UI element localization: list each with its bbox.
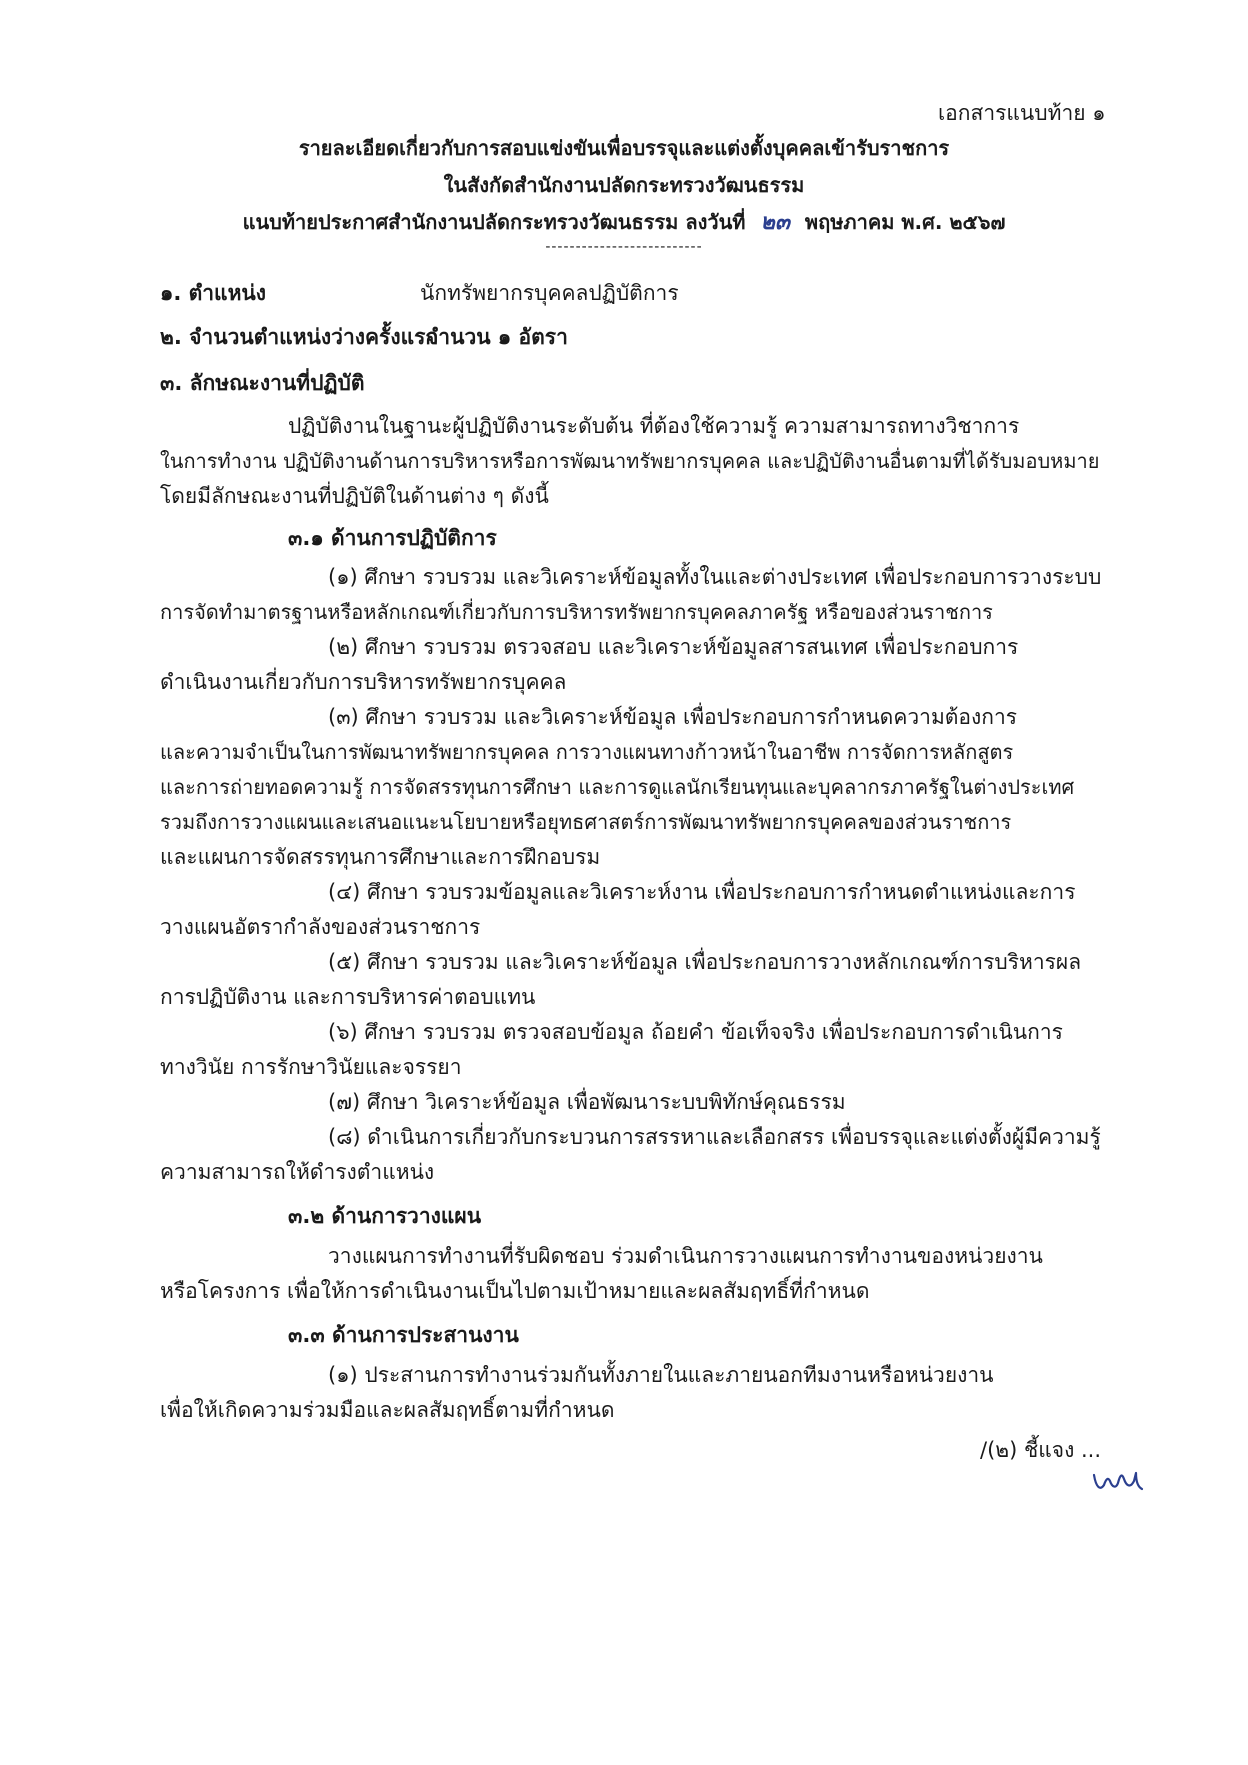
section-3-2-heading: ๓.๒ ด้านการวางแผน xyxy=(288,1204,482,1228)
section-3-3-heading: ๓.๓ ด้านการประสานงาน xyxy=(288,1323,519,1347)
section-1-value: นักทรัพยากรบุคคลปฏิบัติการ xyxy=(420,281,679,305)
section-3-label: ๓. ลักษณะงานที่ปฏิบัติ xyxy=(160,371,365,395)
title-line-3-prefix: แนบท้ายประกาศสำนักงานปลัดกระทรวงวัฒนธรรม ลงวันที่ xyxy=(242,210,746,234)
continuation-note: /(๒) ชี้แจง ... xyxy=(980,1438,1102,1462)
section-2-value: จำนวน ๑ อัตรา xyxy=(426,325,568,349)
section-3-1-line: ทางวินัย การรักษาวินัยและจรรยา xyxy=(160,1055,462,1079)
section-3-1-line: ดำเนินงานเกี่ยวกับการบริหารทรัพยากรบุคคล xyxy=(160,670,567,694)
section-3-1-line: และการถ่ายทอดความรู้ การจัดสรรทุนการศึกษา และการดูแลนักเรียนทุนและบุคลากรภาครัฐในต่างประเทศ xyxy=(160,775,1075,799)
section-3-1-line: การจัดทำมาตรฐานหรือหลักเกณฑ์เกี่ยวกับการบริหารทรัพยากรบุคคลภาครัฐ หรือของส่วนราชการ xyxy=(160,600,993,624)
section-3-3-line: (๑) ประสานการทำงานร่วมกันทั้งภายในและภายนอกทีมงานหรือหน่วยงาน xyxy=(328,1363,994,1387)
attachment-label: เอกสารแนบท้าย ๑ xyxy=(938,101,1106,125)
section-3-1-line: (๘) ดำเนินการเกี่ยวกับกระบวนการสรรหาและเลือกสรร เพื่อบรรจุและแต่งตั้งผู้มีความรู้ xyxy=(328,1125,1101,1149)
title-line-1: รายละเอียดเกี่ยวกับการสอบแข่งขันเพื่อบรรจุและแต่งตั้งบุคคลเข้ารับราชการ xyxy=(298,136,950,160)
section-2-label: ๒. จำนวนตำแหน่งว่างครั้งแรก xyxy=(160,325,439,349)
section-3-2-line: วางแผนการทำงานที่รับผิดชอบ ร่วมดำเนินการวางแผนการทำงานของหน่วยงาน xyxy=(328,1244,1043,1268)
section-1-label: ๑. ตำแหน่ง xyxy=(160,281,267,305)
section-3-1-line: และแผนการจัดสรรทุนการศึกษาและการฝึกอบรม xyxy=(160,845,601,869)
section-3-1-line: (๔) ศึกษา รวบรวมข้อมูลและวิเคราะห์งาน เพื่อประกอบการกำหนดตำแหน่งและการ xyxy=(328,880,1076,904)
section-3-1-line: (๗) ศึกษา วิเคราะห์ข้อมูล เพื่อพัฒนาระบบพิทักษ์คุณธรรม xyxy=(328,1090,846,1114)
section-3-1-line: (๑) ศึกษา รวบรวม และวิเคราะห์ข้อมูลทั้งในและต่างประเทศ เพื่อประกอบการวางระบบ xyxy=(328,565,1102,589)
section-3-1-line: ความสามารถให้ดำรงตำแหน่ง xyxy=(160,1160,435,1184)
section-3-intro-line: ในการทำงาน ปฏิบัติงานด้านการบริหารหรือการพัฒนาทรัพยากรบุคคล และปฏิบัติงานอื่นตามที่ได้รับมอบหมาย xyxy=(160,449,1100,473)
section-3-1-heading: ๓.๑ ด้านการปฏิบัติการ xyxy=(288,526,497,550)
section-3-intro-line: ปฏิบัติงานในฐานะผู้ปฏิบัติงานระดับต้น ที่ต้องใช้ความรู้ ความสามารถทางวิชาการ xyxy=(288,414,1020,438)
handwritten-day: ๒๓ xyxy=(760,209,790,235)
section-3-1-line: (๖) ศึกษา รวบรวม ตรวจสอบข้อมูล ถ้อยคำ ข้อเท็จจริง เพื่อประกอบการดำเนินการ xyxy=(328,1020,1063,1044)
handwritten-initials xyxy=(1090,1467,1148,1495)
section-3-1-line: (๕) ศึกษา รวบรวม และวิเคราะห์ข้อมูล เพื่อประกอบการวางหลักเกณฑ์การบริหารผล xyxy=(328,950,1082,974)
section-3-intro-line: โดยมีลักษณะงานที่ปฏิบัติในด้านต่าง ๆ ดังนี้ xyxy=(160,484,549,508)
section-3-2-line: หรือโครงการ เพื่อให้การดำเนินงานเป็นไปตามเป้าหมายและผลสัมฤทธิ์ที่กำหนด xyxy=(160,1279,870,1303)
title-line-2: ในสังกัดสำนักงานปลัดกระทรวงวัฒนธรรม xyxy=(443,173,805,197)
section-3-1-line: การปฏิบัติงาน และการบริหารค่าตอบแทน xyxy=(160,985,536,1009)
section-3-1-line: วางแผนอัตรากำลังของส่วนราชการ xyxy=(160,915,481,939)
title-line-3-suffix: พฤษภาคม พ.ศ. ๒๕๖๗ xyxy=(804,210,1006,234)
section-3-1-line: (๒) ศึกษา รวบรวม ตรวจสอบ และวิเคราะห์ข้อมูลสารสนเทศ เพื่อประกอบการ xyxy=(328,635,1019,659)
section-3-3-line: เพื่อให้เกิดความร่วมมือและผลสัมฤทธิ์ตามที่กำหนด xyxy=(160,1398,615,1422)
section-3-1-line: รวมถึงการวางแผนและเสนอแนะนโยบายหรือยุทธศาสตร์การพัฒนาทรัพยากรบุคคลของส่วนราชการ xyxy=(160,810,1012,834)
section-3-1-line: (๓) ศึกษา รวบรวม และวิเคราะห์ข้อมูล เพื่อประกอบการกำหนดความต้องการ xyxy=(328,705,1018,729)
section-3-1-line: และความจำเป็นในการพัฒนาทรัพยากรบุคคล การวางแผนทางก้าวหน้าในอาชีพ การจัดการหลักสูตร xyxy=(160,740,1014,764)
title-divider: -------------------------- xyxy=(545,239,703,255)
